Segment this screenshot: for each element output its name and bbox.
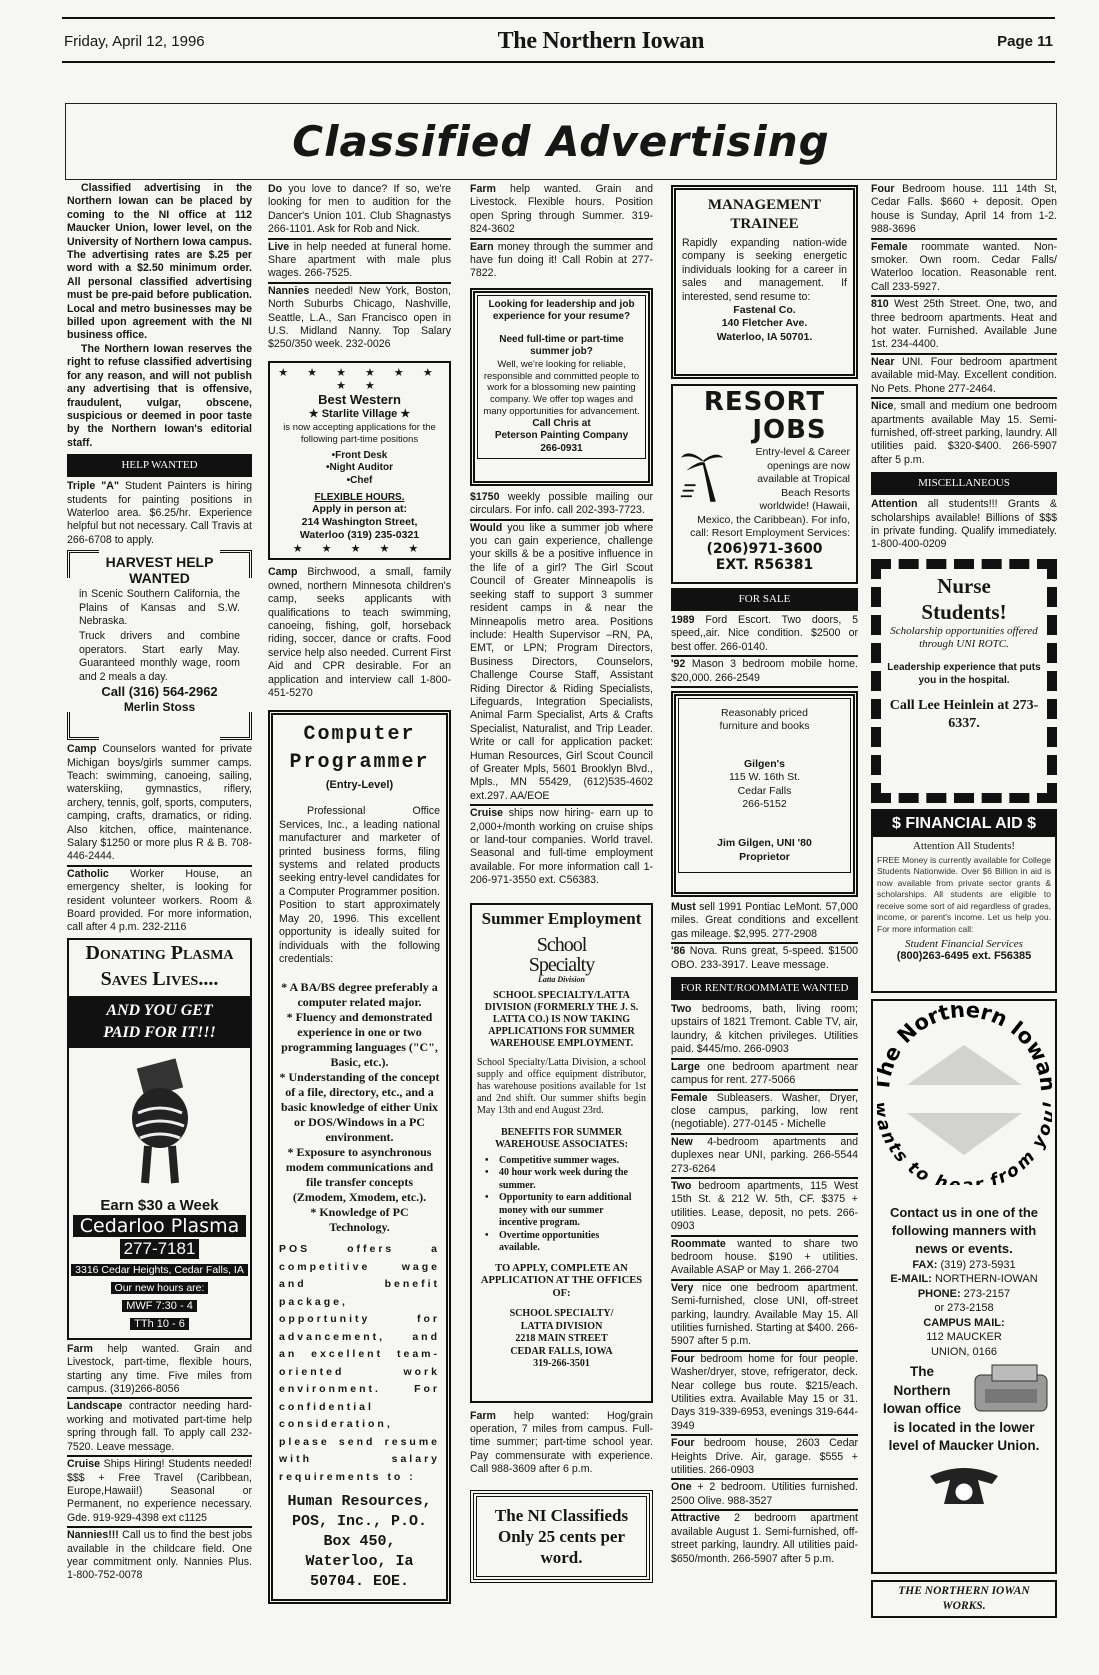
telephone-icon [926,1462,1002,1510]
cp-title: Programmer [289,751,430,775]
listings-group [67,479,252,548]
classified-listing [671,613,858,657]
cp-subtitle: (Entry-Level) [325,779,394,792]
column-1 [67,182,252,1584]
listing-text: needed! New York, Boston, North Suburbs Chicago, Nashville, Seattle, L.A., San Francisco open in U.S. Midland Nanny. Top Salary $250/350 week. 232-0026 [268,284,451,351]
classified-listing [871,240,1057,298]
nurse-sub: Scholarship opportunities offered through UNI ROTC. [890,624,1038,650]
credential-item: * Knowledge of PC Technology. [310,1205,409,1235]
listing-lead-word: Cruise [67,1458,100,1471]
credential-item: * A BA/BS degree preferably a computer related major. [281,980,438,1010]
listings-group [470,182,653,282]
ni-office-location: The Northern Iowan office is located in the lower level of Maucker Union. [882,1364,1040,1454]
benefit-item: • Overtime opportunities available. [483,1230,640,1255]
classified-listing [67,1399,252,1457]
column-5 [871,182,1057,1624]
cp-offer: POS offers a competitive wage and benefit package, opportunity for advancement, and an excellent team-oriented work environment. For confidential consideration, please send resume with salary requirements to : [279,1243,440,1483]
ornament-corner [67,550,99,578]
listing-text: 2 bedroom apartment available August 1. Semi-furnished, off-street parking, laundry. All utilities paid- $650/month. 266-5907 after 5 p.m. [671,1512,858,1565]
resort-jobs-ad [671,384,858,584]
listing-text: Nova. Runs great, 5-speed. $1500 OBO. 233-3917. Leave message. [671,945,858,971]
mgmt-title: MANAGEMENT TRAINEE [707,197,822,232]
listing-text: nice one bedroom apartment. Semi-furnished, close UNI, off-street parking, laundry. Available May 15. All utilities furnished. Starting at $400. 266-5907 after 5 p.m. [671,1281,858,1348]
listing-lead-word: Attractive [671,1512,720,1525]
listing-lead-word: Would [470,521,503,534]
bw-sub: Starlite Village [321,407,398,420]
ni-works-text: THE NORTHERN IOWAN WORKS. [898,1584,1030,1612]
gilgens-ad [671,691,858,897]
listing-text: help wanted: Hog/grain operation, 7 miles from campus. Full-time summer; part-time school year. Pay commensurate with experience. Call 988-3609 after 6 p.m. [470,1409,653,1476]
gilgen-city: Cedar Falls [737,784,792,797]
star-row: ★ ★ ★ ★ ★ ★ ★ ★ [278,366,441,392]
pp-body: Well, we're looking for reliable, responsible and committed people to work for a blossoming new painting company. We offer top wages and many opportunities for advancement. [483,358,640,418]
listing-text: wanted to share two bedroom house. $190 + utilities. Available ASAP or May 1. 266-2704 [671,1237,858,1277]
listings-group [671,900,858,973]
listing-lead-word: New [671,1135,693,1148]
listing-lead-word: Camp [268,566,298,579]
harvest-body: Truck drivers and combine operators. Start early May. Guaranteed monthly wage, room and 2 meals a day. [79,630,240,683]
classified-listing [268,240,451,284]
listing-lead-word: '92 [671,658,686,671]
ornament-corner [220,712,252,740]
resort-body: Entry-level & Career openings are now available at Tropical Beach Resorts worldwide! (Hawaii, Mexico, the Caribbean). For info, call: Resort Employment Services: [690,446,850,539]
listing-text: Call us to find the best jobs available in the childcare field. One year commitment only. Nannies Plus. 1-800-752-0078 [67,1529,252,1582]
listing-text: bedroom house, 2603 Cedar Heights Drive. Air, garage. $555 + utilities. 266-0903 [671,1437,858,1477]
listing-lead-word: '86 [671,945,686,958]
bw-positions: •Front Desk •Night Auditor •Chef [325,449,393,486]
listing-lead-word: $1750 [470,490,500,503]
northern-iowan-contact-ad [871,999,1057,1574]
listings-group [268,565,451,701]
classified-listing [470,182,653,240]
listings-group [871,182,1057,468]
best-western-ad: ★ ★ ★ ★ ★ ★ ★ ★ Best Western ★ Starlite Village ★ is now accepting applications for the following part-time positions •Front Desk •Night Auditor •Chef FLEXIBLE HOURS. Apply in person at: 214 Washington Street, Waterloo (319) 235-0321 ★ ★ ★ ★ ★ [268,361,451,561]
ornament-corner [67,712,99,740]
classified-listing [671,1352,858,1436]
listing-text: Mason 3 bedroom mobile home. $20,000. 266-2549 [671,658,858,684]
classified-listing [671,1480,858,1511]
plasma-address: 3316 Cedar Heights, Cedar Falls, IA [71,1264,248,1276]
benefit-item: • Competitive summer wages. [483,1155,640,1168]
plasma-banner [69,996,250,1048]
cp-credentials [279,980,440,1235]
listing-lead-word: Farm [67,1342,93,1355]
classified-listing [871,297,1057,355]
nurse-call: Call Lee Heinlein at 273-6337. [889,697,1039,731]
classified-listing [671,1179,858,1237]
gilgen-street: 115 W. 16th St. [728,771,800,784]
listing-lead-word: Large [671,1060,700,1073]
issue-date: Friday, April 12, 1996 [64,32,205,50]
ss-logo-sub: Latta Division [538,974,585,984]
classified-listing [268,182,451,240]
listing-text: bedrooms, bath, living room; upstairs of 1821 Tremont. Cable TV, air, laundry, & kitchen privileges. Utilities paid. $445/mo. 266-0903 [671,1003,858,1056]
listing-text: help wanted. Grain and Livestock, part-time, flexible hours, starting any time. Five miles from campus. (319)266-8056 [67,1342,252,1396]
resort-title: JOBS [752,415,827,445]
section-bar-help-wanted: HELP WANTED [67,454,252,477]
listing-text: you love to dance? If so, we're looking for men to audition for the Dancer's Union 101. Club Shagnastys 266-1101. Ask for Rob and Nick. [268,183,451,236]
page-number: Page 11 [997,32,1053,50]
listing-text: in help needed at funeral home. Share apartment with male plus wages. 266-7525. [268,240,451,280]
listing-lead-word: Landscape [67,1400,123,1413]
bw-address: Apply in person at: 214 Washington Street, Waterloo (319) 235-0321 [299,503,420,542]
pp-question: Need full-time or part-time summer job? [499,333,624,358]
listing-lead-word: Very [671,1281,694,1294]
listings-group [871,497,1057,553]
fin-attention: Attention All Students! [912,839,1016,852]
page-header [64,26,1053,56]
listing-lead-word: Live [268,240,290,253]
classified-listing [671,1237,858,1281]
listing-text: Bedroom house. 111 14th St, Cedar Falls. $660 + deposit. Open house is Sunday, April 14 from 1-2. 988-3696 [871,183,1057,236]
listing-lead-word: Four [671,1352,695,1365]
classified-listing [671,900,858,944]
harvest-body: in Scenic Southern California, the Plains of Kansas and S.W. Nebraska. [79,588,240,627]
classified-listing [671,1436,858,1480]
ni-works-box [871,1580,1057,1618]
cp-address: Human Resources, POS, Inc., P.O. Box 450, Waterloo, Ia 50704. EOE. [287,1493,432,1591]
nurse-students-ad [871,559,1057,803]
section-title-box [65,103,1057,180]
arc-subtitle: nts to h r from y [876,1127,1051,1185]
ni-contact-details: FAX: (319) 273-5931 E-MAIL: NORTHERN-IOWAN PHONE: 273-2157 or 273-2158 CAMPUS MAIL: 112 MAUCKER UNION, 0166 [890,1258,1038,1358]
harvest-title: HARVEST HELP WANTED [105,554,214,587]
fin-phone: (800)263-6495 ext. F56385 [896,950,1032,963]
school-specialty-ad [470,903,653,1403]
listings-group [671,1002,858,1567]
classified-intro [67,182,252,450]
listing-lead-word: Nice [871,400,894,413]
listings-group [470,1409,653,1478]
listing-text: money through the summer and have fun doing it! Call Robin at 277-7822. [470,240,653,280]
section-bar-for-rent: FOR RENT/ROOMMATE WANTED [671,977,858,1000]
section-title: Classified Advertising [292,117,830,166]
harvest-phone: Call (316) 564-2962 [101,684,218,699]
listing-text: 4-bedroom apartments and duplexes near UNI, parking. 266-5544 273-6264 [671,1135,858,1175]
column-3 [470,182,653,1589]
classified-listing [871,399,1057,468]
listing-text: contractor needing hard-working and motivated part-time help spring through fall. To apply call 232-7520. Leave message. [67,1400,252,1453]
listings-group [67,742,252,936]
listings-group [67,1342,252,1584]
listing-lead-word: Farm [470,1409,496,1422]
listing-text: + 2 bedroom. Utilities furnished. 2500 Olive. 988-3527 [671,1481,858,1507]
listing-text: Birchwood, a small, family owned, northern Minnesota children's camp, seeks applicants with qualifications to teach swimming, canoeing, fishing, golf, horseback riding, soccer, dance or crafts. Food service help also needed. Current First Aid and CPR desirable. For an application and interview call 1-800-451-5270 [268,566,451,700]
classified-listing [871,182,1057,240]
gilgen-phone: 266-5152 [742,798,787,811]
gilgen-role: Proprietor [739,850,790,863]
classified-listing [470,490,653,521]
ss-title: Summer Employment [481,908,642,928]
plasma-headline: Saves Lives.... [100,967,219,990]
classified-listing [268,565,451,701]
ni-office-block [876,1363,1052,1510]
listing-text: , small and medium one bedroom apartments available May 15. Semi-furnished, off-street parking, laundry. All utilities paid. $320-$400. 266-5907 after 5 p.m. [871,400,1057,466]
gilgen-tagline: Reasonably priced furniture and books [719,707,810,733]
listing-lead-word: Two [671,1003,692,1016]
listing-text: weekly possible mailing our circulars. For info. call 202-393-7723. [470,490,653,517]
listing-lead-word: Earn [470,240,494,253]
ss-benefits-heading: BENEFITS FOR SUMMER WAREHOUSE ASSOCIATES: [495,1126,628,1150]
listing-lead-word: One [671,1481,692,1494]
listing-text: sell 1991 Pontiac LeMont. 57,000 miles. Great conditions and excellent gas mileage. $2,995. 277-2908 [671,901,858,940]
listing-text: Subleasers. Washer, Dryer, close campus, parking, low rent (negotiable). 277-0145 - Michelle [671,1091,858,1131]
classified-listing [67,1342,252,1400]
credential-item: * Understanding of the concept of a file, directory, etc., and a basic knowledge of either Unix or DOS/Windows in a PC environment. [279,1070,440,1145]
listing-lead-word: Attention [871,498,918,511]
hand-with-money-illustration [100,1058,220,1188]
cp-title: Computer [303,723,416,747]
wants-to-hear-from-you-graphic [877,1005,1052,1185]
nurse-title: Nurse [937,573,991,598]
plasma-banner-text: AND YOU GET [106,1001,213,1019]
classified-listing [67,479,252,548]
header-top-rule [62,17,1055,19]
listing-lead-word: Four [671,1437,695,1450]
listings-group [671,613,858,688]
credential-item: * Exposure to asynchronous modem communications and file transfer concepts (Zmodem, Xmodem, etc.). [285,1145,434,1205]
fin-body: FREE Money is currently available for College Students Nationwide. Over $6 Billion in aid is now available from private sector grants & scholarships. All students are eligible to receive some sort of aid regardless of grades, income, or parent's income. Let us help you. For more information call: [877,854,1051,934]
plasma-hours: MWF 7:30 - 4 [122,1300,197,1312]
gilgen-name: Gilgen's [743,757,785,770]
listing-lead-word: Two [671,1179,692,1192]
management-trainee-ad [671,185,858,379]
classified-listing [470,1409,653,1478]
plasma-hours-label: Our new hours are: [111,1282,209,1294]
plasma-phone: 277-7181 [120,1239,200,1259]
classified-listing [671,1511,858,1567]
ornament-corner [220,550,252,578]
plasma-banner-text: PAID FOR IT!!! [103,1023,216,1041]
peterson-painting-ad [470,288,653,486]
classified-listing [671,1281,858,1352]
listing-text: help wanted. Grain and Livestock. Flexible hours. Position open Spring through Summer. 319-824-3602 [470,183,653,236]
listing-lead-word: Camp [67,743,97,756]
listing-text: Ford Escort. Two doors, 5 speed,,air. Nice condition. $2500 or best offer. 266-0140. [671,614,858,653]
ni-classifieds-text: The NI Classifieds Only 25 cents per word. [476,1496,647,1577]
listing-text: UNI. Four bedroom apartment available mid-May. Excellent condition. No Pets. Phone 277-2464. [871,355,1057,395]
classified-listing [671,657,858,686]
ni-contact-heading: Contact us in one of the following manners with news or events. [889,1204,1039,1256]
ss-benefits-list [477,1155,646,1255]
benefit-item: • 40 hour work week during the summer. [483,1167,640,1192]
fin-title: $ FINANCIAL AID $ [873,811,1055,837]
nurse-lead: Leadership experience that puts you in the hospital. [887,661,1041,686]
bw-flexible-hours: FLEXIBLE HOURS. [314,492,405,504]
section-bar-miscellaneous: MISCELLANEOUS [871,472,1057,495]
classified-listing [671,1060,858,1091]
arc-title: e Northern Iow [877,1004,1052,1066]
listing-text: one bedroom apartment near campus for rent. 277-5066 [671,1060,858,1087]
intro-paragraph: The Northern Iowan reserves the right to refuse classified advertising for any reason, and will not publish any advertising that is offensive, fraudulent, vulgar, obscene, suspicious or deemed in poor taste by the Northern Iowan's editorial staff. [67,342,252,449]
ss-address: SCHOOL SPECIALTY/ LATTA DIVISION 2218 MAIN STREET CEDAR FALLS, IOWA 319-266-3501 [509,1308,614,1370]
school-specialty-logo: School Specialty [528,933,595,976]
classified-listing [470,521,653,807]
plasma-hours: TTh 10 - 6 [130,1318,189,1330]
listing-lead-word: Female [671,1091,708,1104]
column-2 [268,182,451,1610]
benefit-item: • Opportunity to earn additional money with our summer incentive program. [483,1192,640,1230]
plasma-headline: Donating Plasma [85,941,234,964]
header-bottom-rule [62,61,1055,63]
listing-lead-word: Do [268,183,283,195]
ni-classifieds-ad [470,1490,653,1583]
listing-text: Student Painters is hiring students for painting positions in Waterloo area. $6.25/hr. Experience helpful but not necessary. Call Travis at 266-6708 to apply. [67,480,253,546]
classified-listing [871,355,1057,399]
classified-listing [671,1091,858,1135]
star-row: ★ ★ ★ ★ ★ [292,543,427,556]
fin-org: Student Financial Services [905,938,1023,951]
listing-lead-word: Four [871,183,895,195]
bw-desc: is now accepting applications for the following part-time positions [283,421,436,445]
ss-apply: TO APPLY, COMPLETE AN APPLICATION AT THE OFFICES OF: [480,1262,643,1299]
classified-listing [67,742,252,867]
listing-text: Worker House, an emergency shelter, is looking for resident volunteer workers. Room & Board provided. For more information, call after 4 p.m. 232-2116 [67,867,252,934]
financial-aid-ad [871,809,1057,993]
listing-text: Ships Hiring! Students needed! $$$ + Free Travel (Caribbean, Europe,Hawaii!) Seasonal or Permanent, no experience necessary. Gde. 919-929-4398 ext c1125 [67,1458,252,1524]
listing-lead-word: Catholic [67,867,109,880]
newspaper-name: The Northern Iowan [497,27,705,54]
listing-text: roommate wanted. Non-smoker. Own room. Cedar Falls/ Waterloo location. Reasonable rent. Call 233-5927. [871,240,1057,293]
classified-listing [470,806,653,888]
nurse-title: Students! [921,599,1007,624]
listing-lead-word: Triple "A" [67,480,119,493]
classified-listing [67,1528,252,1584]
bw-name: Best Western [318,391,401,407]
credential-item: * Fluency and demonstrated experience in one or two programming languages ("C", Basic, etc.). [281,1010,438,1070]
gilgen-owner: Jim Gilgen, UNI '80 [717,837,812,850]
listing-lead-word: Nannies [268,284,310,297]
resort-ext: EXT. R56381 [715,556,814,573]
classified-listing [671,1135,858,1179]
listing-lead-word: Farm [470,183,496,195]
listing-text: ships now hiring- earn up to 2,000+/month working on cruise ships or land-tour companies. World travel. Seasonal and full-time employment available. For more information call 1-206-971-3550 ext. C56383. [470,807,653,887]
listing-text: bedroom home for four people. Washer/dryer, stove, refrigerator, deck. Near college bus route. $215/each. Utilities extra. Available May 15 or 31. Days 319-339-6953, evenings 319-644-3949 [671,1352,858,1432]
listing-lead-word: 810 [871,298,889,311]
harvest-ad [67,550,252,740]
pp-question: Looking for leadership and job experience for your resume? [488,298,635,323]
listings-group [470,490,653,889]
listing-lead-word: Nannies!!! [67,1529,119,1542]
pp-contact: Call Chris at Peterson Painting Company 266-0931 [494,417,629,454]
listings-group [268,182,451,353]
classified-listing [268,284,451,353]
listing-text: all students!!! Grants & scholarships available! Billions of $$$ in private funding. Qualify immediately. 1-800-400-0209 [871,498,1057,551]
classified-listing [671,944,858,973]
classified-listing [67,867,252,936]
ss-heading: SCHOOL SPECIALTY/LATTA DIVISION (FORMERLY THE J. S. LATTA CO.) IS NOW TAKING APPLICATIONS FOR SUMMER WAREHOUSE EMPLOYMENT. [484,989,639,1049]
classified-listing [671,1002,858,1060]
palm-tree-icon [679,446,725,506]
section-bar-for-sale: FOR SALE [671,588,858,611]
resort-phone: (206)971-3600 [706,540,823,557]
intro-paragraph: Classified advertising in the Northern Iowan can be placed by coming to the NI office at 112 Maucker Union, lower level, on the University of Northern Iowa campus. The advertising rates are $.25 per word with a $2.50 minimum order. All personal classified advertising must be pre-paid before publication. Local and metro businesses may be billed upon agreement with the NI business office. [67,182,252,342]
fax-machine-icon [970,1363,1050,1415]
plasma-ad [67,938,252,1340]
classified-listing [871,497,1057,553]
listing-lead-word: Must [671,901,696,914]
classified-listing [67,1457,252,1528]
resort-title: RESORT [703,387,826,417]
listing-lead-word: Female [871,240,908,253]
column-4 [671,185,858,1567]
mgmt-body: Rapidly expanding nation-wide company is seeking energetic individuals looking for a career in sales and management. If interested, send resume to: [682,237,847,303]
listing-lead-word: 1989 [671,614,695,626]
plasma-earn: Earn $30 a Week [100,1196,219,1214]
computer-programmer-ad [268,710,451,1604]
harvest-contact: Merlin Stoss [123,700,196,714]
listing-text: West 25th Street. One, two, and three bedroom apartments. Heat and hot water. Furnished. Available June 1st. 234-4400. [871,298,1057,351]
listing-text: you like a summer job where you can gain experience, challenge your skills & be a positive influence in the life of a girl? The Girl Scout Council of Greater Minneapolis is seeking staff to support 3 summer resident camps in & near the Minneapolis metro area. Positions include: Health Supervisor –RN, PA, EMT, or LPN; Program Directors, Business Directors, Counselors, Challenge Course Staff, Assistant Riding Director & Riding Specialists, Lifeguards, Integration Specialists, Animal Farm Specialist, Arts & Crafts Specialist, Naturalist, and Trip Leader. Write or call for application packet: Human Resources, Girl Scout Council of Greater Mpls, 5601 Brooklyn Blvd., Mpls., MN 55429, (612)535-4602 ext.297. AA/EOE [470,521,653,802]
listing-lead-word: Roommate [671,1237,726,1250]
classified-listing [470,240,653,282]
mgmt-address: Fastenal Co. 140 Fletcher Ave. Waterloo, IA 50701. [716,304,813,343]
listing-lead-word: Near [871,355,895,368]
listing-text: bedroom apartments, 115 West 15th St. & 212 W. 5th, CF. $375 + utilities. Lease, deposit, no pets. 266-0903 [671,1179,858,1233]
plasma-business-name: Cedarloo Plasma [73,1215,247,1237]
listing-text: Counselors wanted for private Michigan boys/girls summer camps. Teach: swimming, canoeing, sailing, waterskiing, gymnastics, riflery, archery, tennis, golf, sports, computers, camping, crafts, dramatics, or riding. Also kitchen, office, maintenance. Salary $1250 or more plus R & B. 708-446-2444. [67,743,252,863]
cp-intro: Professional Office Services, Inc., a leading national manufacturer and marketer of printed business forms, filing systems and related products seeking entry-level candidates for a Computer Programmer position. Position to start approximately May 20, 1996. This excellent opportunity is ideally suited for individuals with the following credentials: [279,805,440,965]
ss-body: School Specialty/Latta Division, a school supply and office equipment distributor, has warehouse positions available for 1st and 2nd shift. Our summer shifts begin May 13th and end August 23rd. [477,1056,646,1116]
listing-lead-word: Cruise [470,807,503,820]
